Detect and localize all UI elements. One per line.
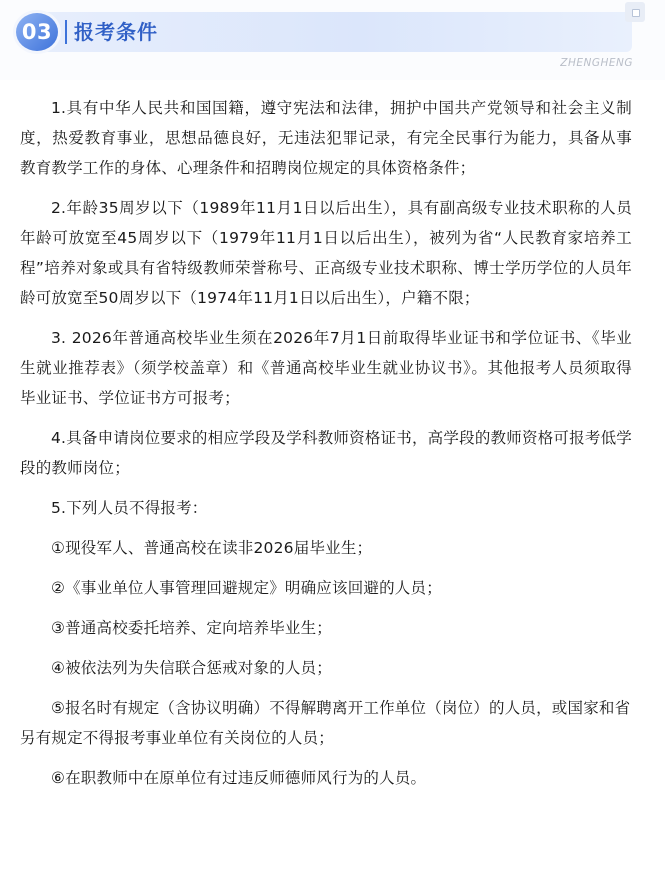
exclusion-item-3: ③普通高校委托培养、定向培养毕业生； xyxy=(51,619,332,637)
exclusion-item-4: ④被依法列为失信联合惩戒对象的人员； xyxy=(51,659,332,677)
exclusion-item-1: ①现役军人、普通高校在读非2026届毕业生； xyxy=(51,539,373,557)
exclusion-item-2: ②《事业单位人事管理回避规定》明确应该回避的人员； xyxy=(51,579,442,597)
header-divider xyxy=(65,20,67,44)
condition-paragraph-1: 1.具有中华人民共和国国籍，遵守宪法和法律，拥护中国共产党领导和社会主义制度，热爱教育事业，思想品德良好，无违法犯罪记录，有完全民事行为能力，具备从事教育教学工作的身体、心理条件和招聘岗位规定的具体资格条件； xyxy=(20,99,632,177)
condition-paragraph-4: 4.具备申请岗位要求的相应学段及学科教师资格证书，高学段的教师资格可报考低学段的教师岗位； xyxy=(20,429,632,477)
window-corner-icon xyxy=(625,2,645,22)
condition-paragraph-2: 2.年龄35周岁以下（1989年11月1日以后出生），具有副高级专业技术职称的人员年龄可放宽至45周岁以下（1979年11月1日以后出生），被列为省“人民教育家培养工程”培养对象或具有省特级教师荣誉称号、正高级专业技术职称、博士学历学位的人员年龄可放宽至50周岁以下（1974年11月1日以后出生），户籍不限； xyxy=(20,199,632,307)
section-title: 报考条件 xyxy=(74,20,158,44)
section-number-badge: 03 xyxy=(16,13,58,51)
condition-paragraph-3: 3. 2026年普通高校毕业生须在2026年7月1日前取得毕业证书和学位证书、《毕业生就业推荐表》（须学校盖章）和《普通高校毕业生就业协议书》。其他报考人员须取得毕业证书、学位证书方可报考； xyxy=(20,329,632,407)
condition-paragraph-5: 5.下列人员不得报考： xyxy=(51,499,208,517)
watermark-text: ZHENGHENG xyxy=(560,57,633,69)
exclusion-item-6: ⑥在职教师中在原单位有过违反师德师风行为的人员。 xyxy=(51,769,427,787)
section-header xyxy=(0,0,665,80)
conditions-content xyxy=(20,93,632,803)
exclusion-item-5: ⑤报名时有规定（含协议明确）不得解聘离开工作单位（岗位）的人员，或国家和省另有规定不得报考事业单位有关岗位的人员； xyxy=(20,699,631,747)
